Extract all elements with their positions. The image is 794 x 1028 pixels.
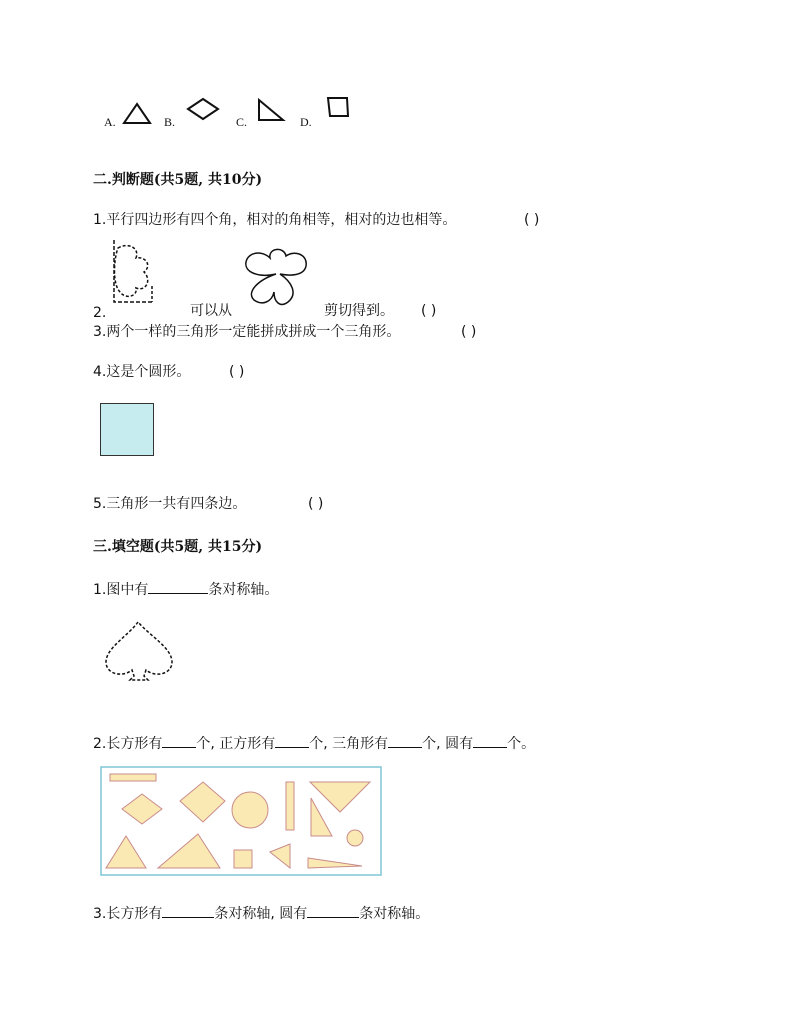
s3-q2-part-e: 个。 xyxy=(507,736,536,752)
option-c-label: C. xyxy=(236,115,248,129)
s3-q2-blank-triangle[interactable] xyxy=(388,733,422,748)
option-d-label: D. xyxy=(300,115,312,129)
s3-q2-part-c: 个, 三角形有 xyxy=(309,736,389,752)
s3-q2-blank-circle[interactable] xyxy=(473,733,507,748)
s2-q2-cut-paper-image xyxy=(110,238,158,304)
shape-circle-large xyxy=(232,792,268,828)
s2-q1-answer-paren[interactable]: ( ) xyxy=(524,212,540,228)
option-d-trapezoid xyxy=(325,96,351,120)
s3-q1-line xyxy=(93,579,278,599)
section-2-title: 二.判断题(共5题, 共10分) xyxy=(93,172,263,188)
s3-q3-part-c: 条对称轴。 xyxy=(359,906,430,922)
s2-q2-number: 2. xyxy=(93,305,107,321)
s2-q3-answer-paren[interactable]: ( ) xyxy=(461,324,477,340)
s3-q3-part-b: 条对称轴, 圆有 xyxy=(214,906,308,922)
s3-q2-part-d: 个, 圆有 xyxy=(422,736,474,752)
s2-q4-text: 4.这是个圆形。 xyxy=(93,364,191,380)
s3-q3-blank-circle[interactable] xyxy=(307,903,359,918)
s3-q3-blank-rect[interactable] xyxy=(162,903,214,918)
s2-q2-end-text: 剪切得到。 xyxy=(324,303,394,319)
s2-q2-answer-paren[interactable]: ( ) xyxy=(421,303,437,319)
section-3-title: 三.填空题(共5题, 共15分) xyxy=(93,539,263,555)
shape-circle-small xyxy=(347,830,363,846)
option-b-label: B. xyxy=(164,115,176,129)
s3-q2-line xyxy=(93,733,535,753)
s3-q1-blank[interactable] xyxy=(148,579,208,594)
s2-q4-square-image xyxy=(100,403,154,456)
s3-q2-blank-square[interactable] xyxy=(275,733,309,748)
option-b-rhombus xyxy=(186,97,220,121)
s3-q3-part-a: 3.长方形有 xyxy=(93,906,163,922)
shape-small-square xyxy=(234,850,252,868)
s2-q2-flower-image xyxy=(240,244,312,308)
s2-q1-text: 1.平行四边形有四个角，相对的角相等，相对的边也相等。 xyxy=(93,212,457,228)
option-a-triangle xyxy=(122,102,152,126)
s3-q2-part-a: 2.长方形有 xyxy=(93,736,163,752)
shape-long-rectangle xyxy=(110,774,156,781)
option-c-right-triangle xyxy=(256,98,286,124)
s2-q2-mid-text: 可以从 xyxy=(190,303,232,319)
s2-q5-answer-paren[interactable]: ( ) xyxy=(308,496,324,512)
s3-q1-suffix: 条对称轴。 xyxy=(208,582,279,598)
s3-q2-blank-rect[interactable] xyxy=(162,733,196,748)
s3-q1-spade-image xyxy=(102,620,176,686)
s3-q3-line xyxy=(93,903,429,923)
s3-q1-prefix: 1.图中有 xyxy=(93,582,149,598)
s2-q4-answer-paren[interactable]: ( ) xyxy=(229,364,245,380)
s3-q2-shapes-panel xyxy=(100,766,382,876)
option-a-label: A. xyxy=(104,115,116,129)
s2-q5-text: 5.三角形一共有四条边。 xyxy=(93,496,247,512)
shape-tall-rectangle xyxy=(286,782,294,830)
s2-q3-text: 3.两个一样的三角形一定能拼成拼成一个三角形。 xyxy=(93,324,401,340)
s3-q2-part-b: 个, 正方形有 xyxy=(196,736,276,752)
